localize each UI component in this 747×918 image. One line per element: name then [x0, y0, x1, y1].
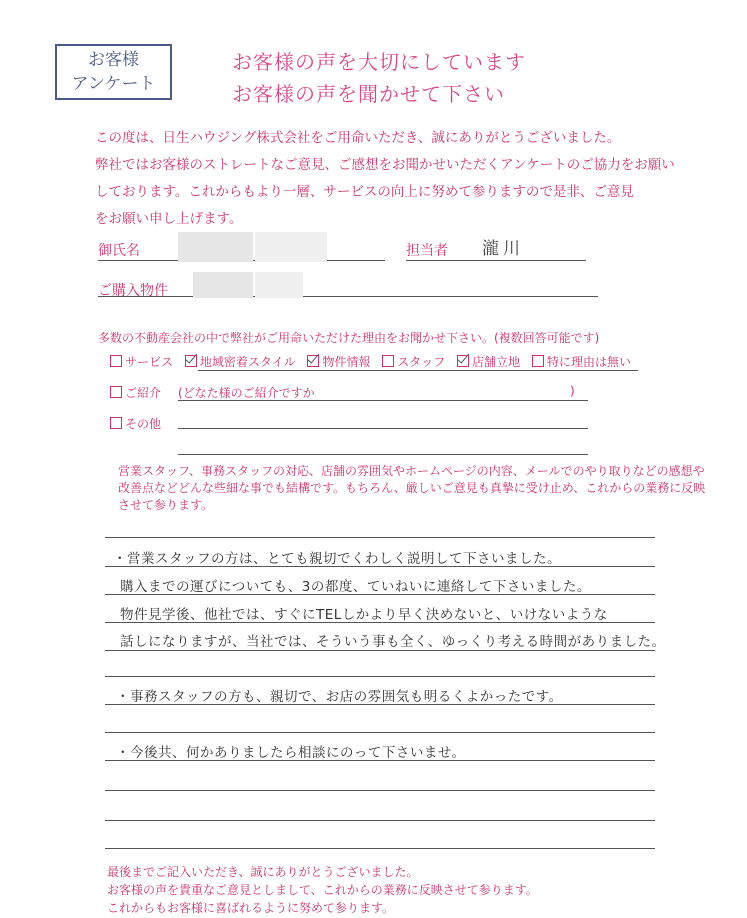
other-row [110, 415, 161, 432]
name-label: 御氏名 [98, 243, 140, 259]
checkbox-checked[interactable] [457, 355, 469, 367]
ruled-line [105, 650, 655, 651]
headline-line-1: お客様の声を大切にしています [232, 50, 526, 74]
answer-line: ・事務スタッフの方も、親切で、お店の雰囲気も明るくよかったです。 [116, 689, 563, 705]
answer-line: 物件見学後、他社では、すぐにTELしかより早く決めないと、いけないような [120, 607, 608, 623]
other-label: その他 [125, 417, 162, 431]
intro-line: をお願い申し上げます。 [95, 211, 243, 227]
reasons-question: 多数の不動産会社の中で弊社がご用命いただけた理由をお聞かせ下さい。(複数回答可能です) [98, 331, 600, 345]
referral-close: ) [570, 384, 575, 398]
intro-line: この度は、日生ハウジング株式会社をご用命いただき、誠にありがとうございました。 [95, 130, 621, 146]
other-underline-1 [178, 428, 588, 429]
survey-badge [55, 44, 172, 100]
answer-line: 購入までの運びについても、3の都度、ていねいに連絡して下さいました。 [120, 579, 591, 595]
ruled-line [105, 790, 655, 791]
intro-line: しております。これからもより一層、サービスの向上に努めて参りますので是非、ご意見 [95, 184, 634, 200]
property-redaction [255, 272, 303, 298]
option-property-info[interactable] [307, 353, 370, 370]
checkbox[interactable] [532, 355, 544, 367]
property-underline [98, 296, 598, 297]
prompt-line: させて参ります。 [118, 498, 214, 512]
referral-hint: (どなた様のご紹介ですか [178, 386, 315, 400]
property-redaction [193, 272, 253, 298]
checkbox[interactable] [110, 355, 122, 367]
option-label: 店舗立地 [472, 355, 521, 369]
option-label: サービス [125, 355, 174, 369]
option-local-style[interactable] [185, 353, 296, 370]
property-label: ご購入物件 [98, 283, 168, 299]
option-no-reason[interactable] [532, 353, 631, 370]
ruled-line [105, 732, 655, 733]
referral-underline [178, 400, 588, 401]
name-redaction [255, 232, 327, 262]
referral-label: ご紹介 [125, 386, 162, 400]
option-service[interactable] [110, 353, 173, 370]
closing-line-2: お客様の声を貴重なご意見としまして、これからの業務に反映させて参ります。 [107, 883, 538, 897]
referral-row [110, 384, 161, 401]
intro-line: 弊社ではお客様のストレートなご意見、ご感想をお聞かせいただくアンケートのご協力をお願い [95, 157, 675, 173]
checkbox-checked[interactable] [307, 355, 319, 367]
reasons-options [110, 353, 639, 370]
option-staff[interactable] [382, 353, 445, 370]
ruled-line [105, 848, 655, 849]
staff-underline [406, 260, 586, 261]
options-underline [198, 370, 638, 371]
option-label: 地域密着スタイル [199, 355, 296, 369]
checkbox[interactable] [110, 417, 122, 429]
option-label: 特に理由は無い [546, 355, 631, 369]
other-underline-2 [178, 454, 588, 455]
answer-line: 話しになりますが、当社では、そういう事も全く、ゆっくり考える時間がありました。 [120, 634, 666, 650]
checkbox[interactable] [110, 386, 122, 398]
option-label: 物件情報 [322, 355, 371, 369]
closing-line-1: 最後までご記入いただき、誠にありがとうございました。 [107, 865, 419, 879]
intro-text [95, 125, 695, 233]
closing-line-3: これからもお客様に喜ばれるように努めて参ります。 [107, 901, 395, 915]
name-redaction [178, 232, 253, 262]
checkbox-checked[interactable] [185, 355, 197, 367]
option-store-location[interactable] [457, 353, 520, 370]
prompt-line: 改善点などどんな些細な事でも結構です。もちろん、厳しいご意見も真摯に受け止め、これからの業務に反映 [118, 481, 706, 495]
badge-line-1: お客様 [88, 50, 139, 70]
answer-line: ・今後共、何かありましたら相談にのって下さいませ。 [116, 745, 466, 761]
headline-line-2: お客様の声を聞かせて下さい [232, 82, 505, 106]
answer-line: ・営業スタッフの方は、とても親切でくわしく説明して下さいました。 [113, 551, 561, 567]
ruled-line [105, 537, 655, 538]
ruled-line [105, 676, 655, 677]
option-label: スタッフ [397, 355, 446, 369]
prompt-line: 営業スタッフ、事務スタッフの対応、店舗の雰囲気やホームページの内容、メールでのやり取りなどの感想や [118, 464, 705, 478]
checkbox[interactable] [382, 355, 394, 367]
staff-label: 担当者 [406, 243, 448, 259]
staff-value: 瀧川 [482, 239, 524, 259]
badge-line-2: アンケート [71, 74, 156, 94]
ruled-line [105, 820, 655, 821]
feedback-prompt [118, 463, 705, 514]
